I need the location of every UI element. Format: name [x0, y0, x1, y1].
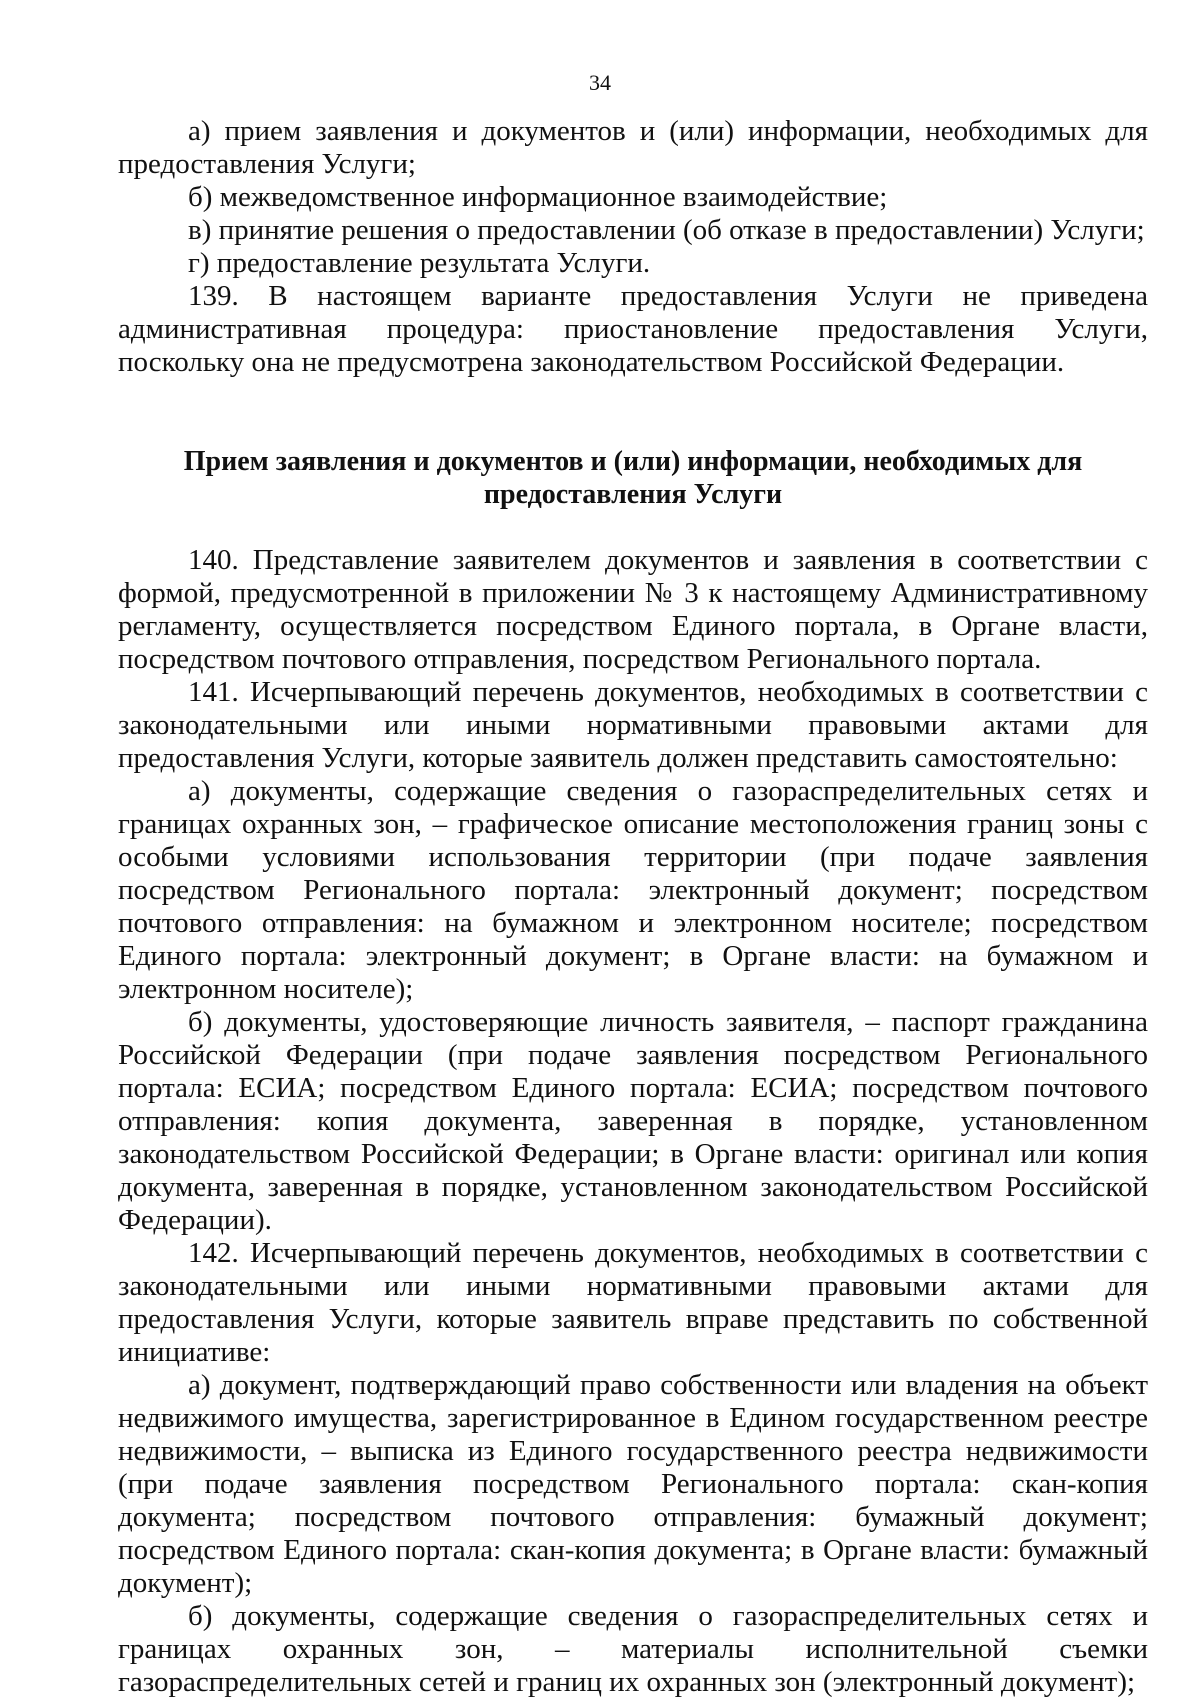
page-number: 34	[589, 70, 611, 95]
paragraph: а) документ, подтверждающий право собственности или владения на объект недвижимого имущества, зарегистрированное в Едином государственном реестре недвижимости, – выписка из Единого государственного реестра недвижимости (при подаче заявления посредством Регионального портала: скан-копия документа; посредством почтового отправления: бумажный документ; посредством Единого портала: скан-копия документа; в Органе власти: бумажный документ);	[118, 1369, 1148, 1599]
paragraph: 139. В настоящем варианте предоставления Услуги не приведена административная процедура: приостановление предоставления Услуги, поскольку она не предусмотрена законодательством Российской Федерации.	[118, 280, 1148, 378]
paragraph: б) межведомственное информационное взаимодействие;	[188, 181, 888, 213]
paragraph: а) прием заявления и документов и (или) информации, необходимых для предоставления Услуги;	[118, 115, 1148, 180]
paragraph: г) предоставление результата Услуги.	[188, 247, 651, 279]
paragraph: 141. Исчерпывающий перечень документов, необходимых в соответствии с законодательными или иными нормативными правовыми актами для предоставления Услуги, которые заявитель должен представить самостоятельно:	[118, 676, 1148, 774]
spacer	[118, 511, 1148, 544]
paragraph: б) документы, содержащие сведения о газораспределительных сетях и границах охранных зон, – материалы исполнительной съемки газораспределительных сетей и границ их охранных зон (электронный документ);	[118, 1600, 1148, 1698]
paragraph: 140. Представление заявителем документов и заявления в соответствии с формой, предусмотренной в приложении № 3 к настоящему Административному регламенту, осуществляется посредством Единого портала, в Органе власти, посредством почтового отправления, посредством Регионального портала.	[118, 544, 1148, 675]
spacer	[118, 412, 1148, 445]
paragraph: а) документы, содержащие сведения о газораспределительных сетях и границах охранных зон, – графическое описание местоположения границ зоны с особыми условиями использования территории (при подаче заявления посредством Регионального портала: электронный документ; посредством почтового отправления: на бумажном и электронном носителе; посредством Единого портала: электронный документ; в Органе власти: на бумажном и электронном носителе);	[118, 775, 1148, 1005]
paragraph: в) принятие решения о предоставлении (об отказе в предоставлении) Услуги;	[188, 214, 1145, 246]
paragraph: б) документы, удостоверяющие личность заявителя, – паспорт гражданина Российской Федерации (при подаче заявления посредством Регионального портала: ЕСИА; посредством Единого портала: ЕСИА; посредством почтового отправления: копия документа, заверенная в порядке, установленном законодательством Российской Федерации; в Органе власти: оригинал или копия документа, заверенная в порядке, установленном законодательством Российской Федерации).	[118, 1006, 1148, 1236]
paragraph: 142. Исчерпывающий перечень документов, необходимых в соответствии с законодательными или иными нормативными правовыми актами для предоставления Услуги, которые заявитель вправе представить по собственной инициативе:	[118, 1237, 1148, 1368]
spacer	[118, 379, 1148, 412]
section-heading: Прием заявления и документов и (или) информации, необходимых для предоставления Услуги	[183, 446, 1083, 510]
document-body	[118, 115, 1148, 1699]
